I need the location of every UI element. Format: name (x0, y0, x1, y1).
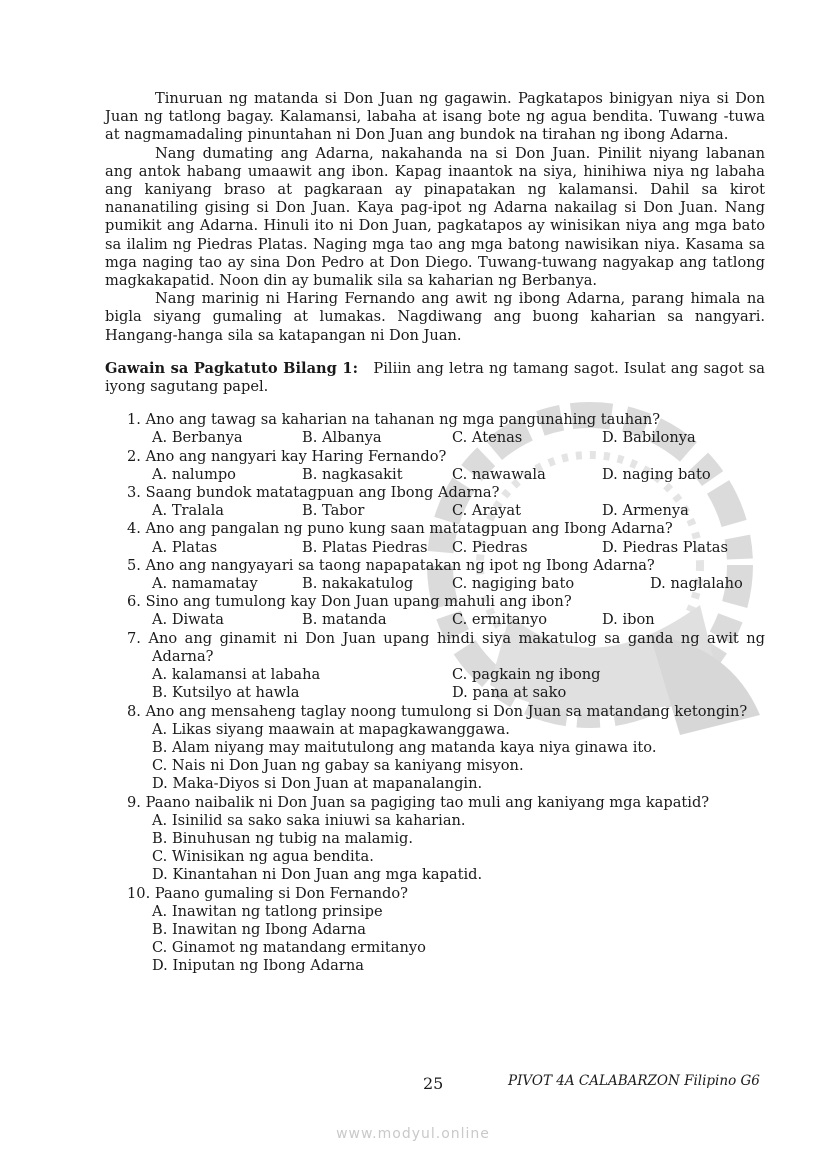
question-list (105, 411, 765, 975)
answer-option: C. Atenas (452, 429, 523, 447)
answer-option: B. Binuhusan ng tubig na malamig. (152, 829, 413, 847)
answer-option: A. Tralala (152, 502, 224, 520)
answer-option: C. Ginamot ng matandang ermitanyo (152, 939, 426, 957)
story-paragraph: Nang dumating ang Adarna, nakahanda na si Don Juan. Pinilit niyang labanan ang antok habang umaawit ang ibon. Kapag inaantok na siya, hinihiwa niya ng labaha ang kaniyang braso at pagkaraan ay pinapatakan ng kalamansi. Dahil sa kirot nananatiling gising si Don Juan. Kaya pag-ipot ng Adarna nakailag si Don Juan. Nang pumikit ang Adarna. Hinuli ito ni Don Juan, pagkatapos ay winisikan niya ang mga bato sa ilalim ng Piedras Platas. Naging mga tao ang mga batong nawisikan niya. Kasama sa mga naging tao ay sina Don Pedro at Don Diego. Tuwang-tuwang nagyakap ang tatlong magkakapatid. Noon din ay bumalik sila sa kaharian ng Berbanya. (105, 144, 765, 290)
page-content (105, 90, 765, 976)
question-item (105, 794, 765, 885)
question-number: 10. (127, 884, 151, 902)
answer-option: D. naglalaho (650, 575, 743, 593)
answer-option: B. nagkasakit (302, 465, 403, 483)
answer-option: D. Iniputan ng Ibong Adarna (152, 957, 364, 975)
question-text: Ano ang tawag sa kaharian na tahanan ng mga pangunahing tauhan? (145, 411, 661, 429)
question-number: 9. (127, 793, 141, 811)
answer-option: D. Piedras Platas (602, 538, 728, 556)
question-text: Ano ang mensaheng taglay noong tumulong si Don Juan sa matandang ketongin? (145, 702, 748, 720)
question-item (105, 703, 765, 794)
answer-option: B. Albanya (302, 429, 382, 447)
question-text: Ano ang nangyayari sa taong napapatakan ng ipot ng Ibong Adarna? (145, 556, 655, 574)
answer-option: D. ibon (602, 611, 655, 629)
question-number: 5. (127, 556, 141, 574)
question-item (105, 484, 765, 520)
question-item (105, 520, 765, 556)
answer-option: A. Platas (152, 538, 218, 556)
answer-option: B. Alam niyang may maitutulong ang matanda kaya niya ginawa ito. (152, 738, 657, 756)
answer-option: B. Platas Piedras (302, 538, 428, 556)
answer-option: A. Diwata (152, 611, 224, 629)
question-number: 3. (127, 484, 141, 502)
question-number: 6. (127, 593, 141, 611)
question-number: 8. (127, 702, 141, 720)
activity-instruction: Piliin ang letra ng tamang sagot. Isulat ang sagot sa iyong sagutang papel. (105, 359, 765, 396)
page-number: 25 (423, 1074, 444, 1093)
question-item (105, 593, 765, 629)
question-text: Paano gumaling si Don Fernando? (154, 884, 408, 902)
answer-option: C. nawawala (452, 465, 546, 483)
answer-option: A. Isinilid sa sako saka iniuwi sa kaharian. (152, 811, 466, 829)
answer-option: B. matanda (302, 611, 387, 629)
question-item (105, 885, 765, 976)
question-item (105, 448, 765, 484)
answer-option: C. pagkain ng ibong (452, 666, 601, 684)
question-number: 7. (127, 629, 141, 647)
answer-option: B. Inawitan ng Ibong Adarna (152, 920, 366, 938)
answer-option: C. Arayat (452, 502, 521, 520)
answer-option: D. Maka-Diyos si Don Juan at mapanalangin. (152, 775, 483, 793)
question-number: 1. (127, 411, 141, 429)
question-text: Saang bundok matatagpuan ang Ibong Adarna? (145, 484, 500, 502)
answer-option: A. nalumpo (152, 465, 236, 483)
question-text: Ano ang pangalan ng puno kung saan matatagpuan ang Ibong Adarna? (145, 520, 673, 538)
answer-option: A. kalamansi at labaha (152, 666, 321, 684)
question-item (105, 630, 765, 703)
question-text: Paano naibalik ni Don Juan sa pagiging tao muli ang kaniyang mga kapatid? (145, 793, 710, 811)
answer-option: C. Piedras (452, 538, 528, 556)
answer-option: D. Kinantahan ni Don Juan ang mga kapatid. (152, 866, 483, 884)
answer-option: D. Babilonya (602, 429, 696, 447)
answer-option: A. Inawitan ng tatlong prinsipe (152, 902, 383, 920)
question-text: Ano ang ginamit ni Don Juan upang hindi siya makatulog sa ganda ng awit ng Adarna? (148, 629, 765, 665)
question-item (105, 557, 765, 593)
answer-option: C. nagiging bato (452, 575, 575, 593)
activity-instruction-block (105, 360, 765, 396)
answer-option: C. ermitanyo (452, 611, 548, 629)
question-text: Ano ang nangyari kay Haring Fernando? (145, 447, 447, 465)
answer-option: B. Tabor (302, 502, 365, 520)
site-watermark-text: www.modyul.online (336, 1126, 490, 1142)
answer-option: D. naging bato (602, 465, 711, 483)
question-number: 2. (127, 447, 141, 465)
answer-option: B. nakakatulog (302, 575, 414, 593)
answer-option: D. pana at sako (452, 684, 567, 702)
answer-option: D. Armenya (602, 502, 689, 520)
answer-option: A. Likas siyang maawain at mapagkawanggawa. (152, 720, 510, 738)
answer-option: C. Winisikan ng agua bendita. (152, 848, 374, 866)
activity-label: Gawain sa Pagkatuto Bilang 1: (105, 359, 358, 377)
answer-option: B. Kutsilyo at hawla (152, 684, 300, 702)
story-paragraph: Tinuruan ng matanda si Don Juan ng gagawin. Pagkatapos binigyan niya si Don Juan ng tatlong bagay. Kalamansi, labaha at isang bote ng agua bendita. Tuwang -tuwa at nagmamadaling pinuntahan ni Don Juan ang bundok na tirahan ng ibong Adarna. (105, 90, 765, 144)
answer-option: C. Nais ni Don Juan ng gabay sa kaniyang misyon. (152, 757, 524, 775)
question-number: 4. (127, 520, 141, 538)
answer-option: A. Berbanya (152, 429, 243, 447)
story-paragraph: Nang marinig ni Haring Fernando ang awit ng ibong Adarna, parang himala na bigla siyang gumaling at lumakas. Nagdiwang ang buong kaharian sa nangyari. Hangang-hanga sila sa katapangan ni Don Juan. (105, 290, 765, 344)
series-label: PIVOT 4A CALABARZON Filipino G6 (508, 1073, 760, 1089)
question-item (105, 411, 765, 447)
answer-option: A. namamatay (152, 575, 258, 593)
question-text: Sino ang tumulong kay Don Juan upang mahuli ang ibon? (145, 593, 572, 611)
